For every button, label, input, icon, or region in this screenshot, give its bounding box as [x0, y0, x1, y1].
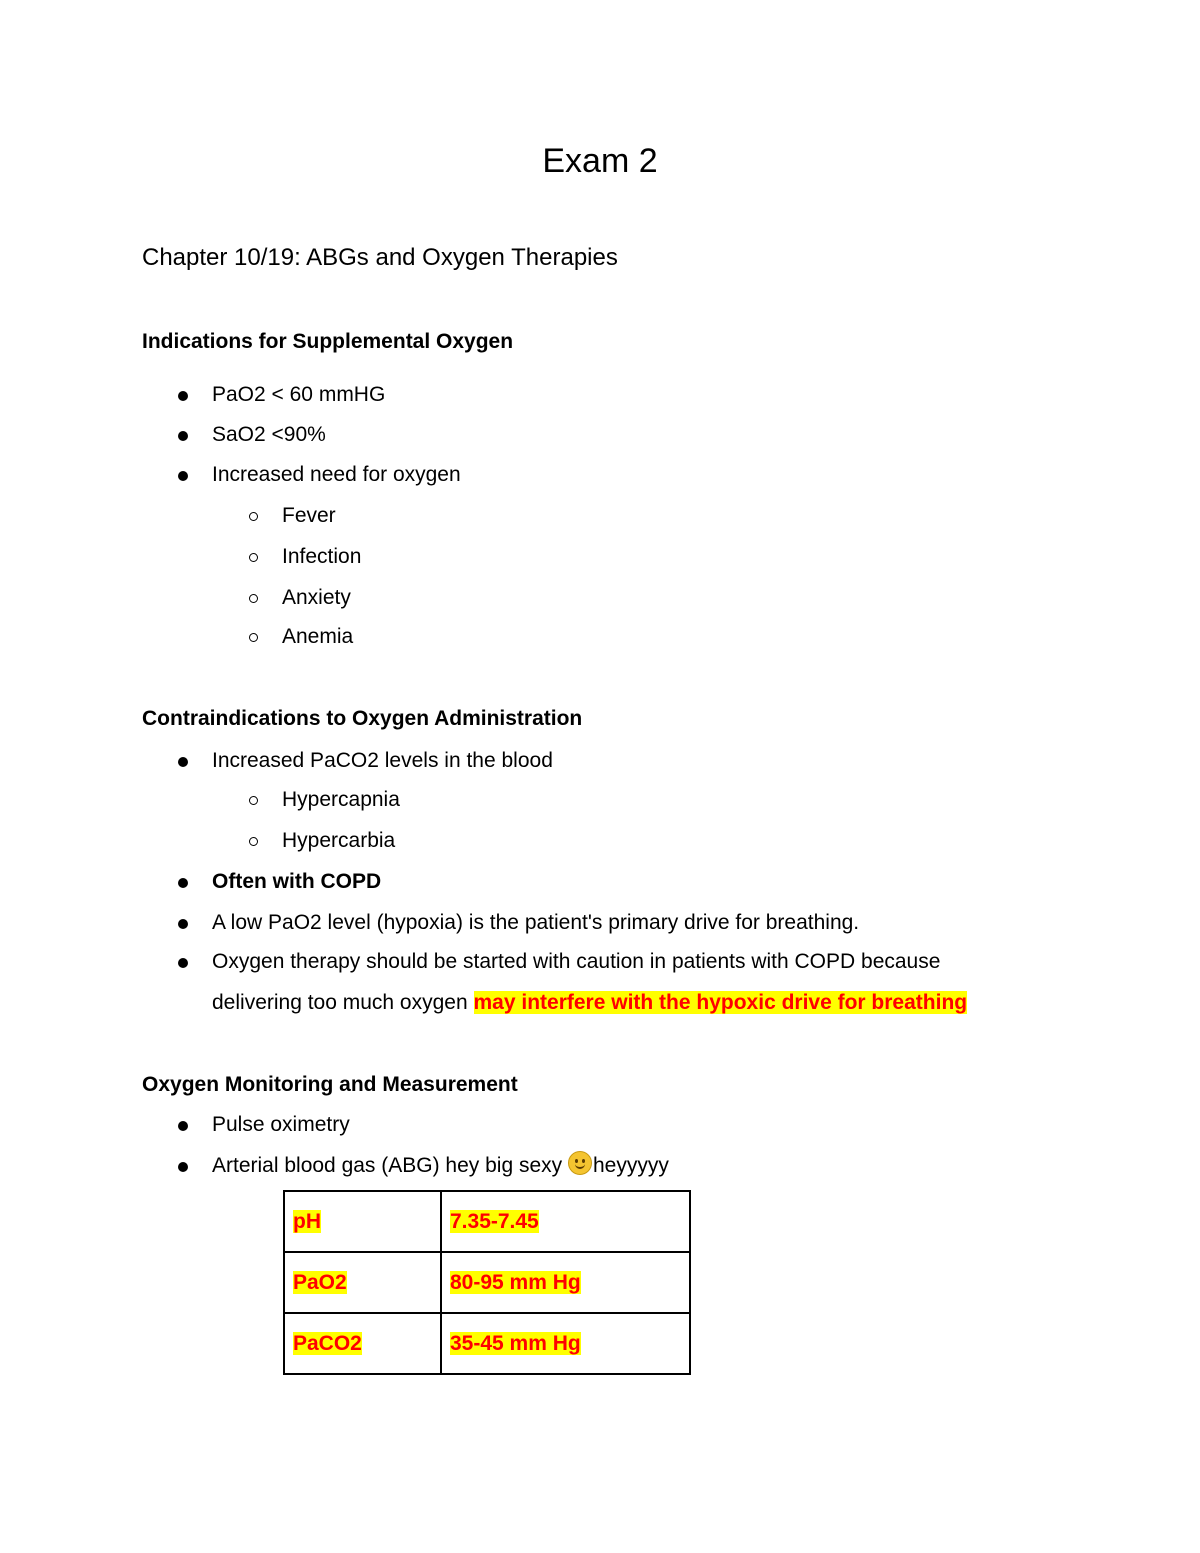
table-cell [284, 1191, 441, 1252]
range-value: 80-95 mm Hg [450, 1270, 581, 1294]
smiley-face-icon [568, 1151, 592, 1175]
indication-subitem: Infection [282, 545, 362, 568]
param-label: pH [293, 1209, 321, 1233]
hollow-bullet-icon [249, 837, 258, 846]
contraindication-item: Increased PaCO2 levels in the blood [212, 749, 553, 772]
chapter-heading: Chapter 10/19: ABGs and Oxygen Therapies [142, 244, 618, 271]
hollow-bullet-icon [249, 512, 258, 521]
table-cell [284, 1313, 441, 1374]
param-label: PaO2 [293, 1270, 347, 1294]
abg-values-table [283, 1190, 691, 1375]
bullet-icon [178, 391, 188, 401]
hollow-bullet-icon [249, 553, 258, 562]
table-cell [441, 1191, 690, 1252]
param-label: PaCO2 [293, 1331, 362, 1355]
monitoring-item [212, 1151, 669, 1181]
indication-item: Increased need for oxygen [212, 463, 461, 486]
bullet-icon [178, 1162, 188, 1172]
contraindication-item-line2 [212, 988, 967, 1018]
monitoring-text-after: heyyyyy [593, 1154, 669, 1177]
bullet-icon [178, 1121, 188, 1131]
indication-subitem: Fever [282, 504, 336, 527]
bullet-icon [178, 757, 188, 767]
range-value: 35-45 mm Hg [450, 1331, 581, 1355]
indication-subitem: Anemia [282, 625, 354, 648]
document-title: Exam 2 [542, 142, 658, 180]
contraindication-item-bold: Often with COPD [212, 870, 382, 893]
bullet-icon [178, 431, 188, 441]
bullet-icon [178, 958, 188, 968]
monitoring-text: Arterial blood gas (ABG) hey big sexy [212, 1154, 568, 1177]
table-row [284, 1191, 690, 1252]
contraindication-item: A low PaO2 level (hypoxia) is the patient's primary drive for breathing. [212, 911, 860, 934]
highlighted-warning: may interfere with the hypoxic drive for breathing [473, 991, 968, 1014]
monitoring-heading: Oxygen Monitoring and Measurement [142, 1073, 518, 1096]
bullet-icon [178, 919, 188, 929]
table-row [284, 1252, 690, 1313]
monitoring-item: Pulse oximetry [212, 1113, 350, 1136]
contraindication-text: delivering too much oxygen [212, 991, 468, 1014]
hollow-bullet-icon [249, 633, 258, 642]
contraindication-subitem: Hypercapnia [282, 788, 400, 811]
range-value: 7.35-7.45 [450, 1209, 539, 1233]
table-cell [441, 1252, 690, 1313]
indication-item: PaO2 < 60 mmHG [212, 383, 386, 406]
hollow-bullet-icon [249, 594, 258, 603]
bullet-icon [178, 471, 188, 481]
contraindication-subitem: Hypercarbia [282, 829, 396, 852]
table-cell [441, 1313, 690, 1374]
contraindication-item-line1: Oxygen therapy should be started with caution in patients with COPD because [212, 950, 941, 973]
indication-subitem: Anxiety [282, 586, 351, 609]
contraindications-heading: Contraindications to Oxygen Administration [142, 707, 583, 730]
bullet-icon [178, 878, 188, 888]
table-cell [284, 1252, 441, 1313]
hollow-bullet-icon [249, 796, 258, 805]
indications-heading: Indications for Supplemental Oxygen [142, 330, 514, 353]
table-row [284, 1313, 690, 1374]
indication-item: SaO2 <90% [212, 423, 326, 446]
